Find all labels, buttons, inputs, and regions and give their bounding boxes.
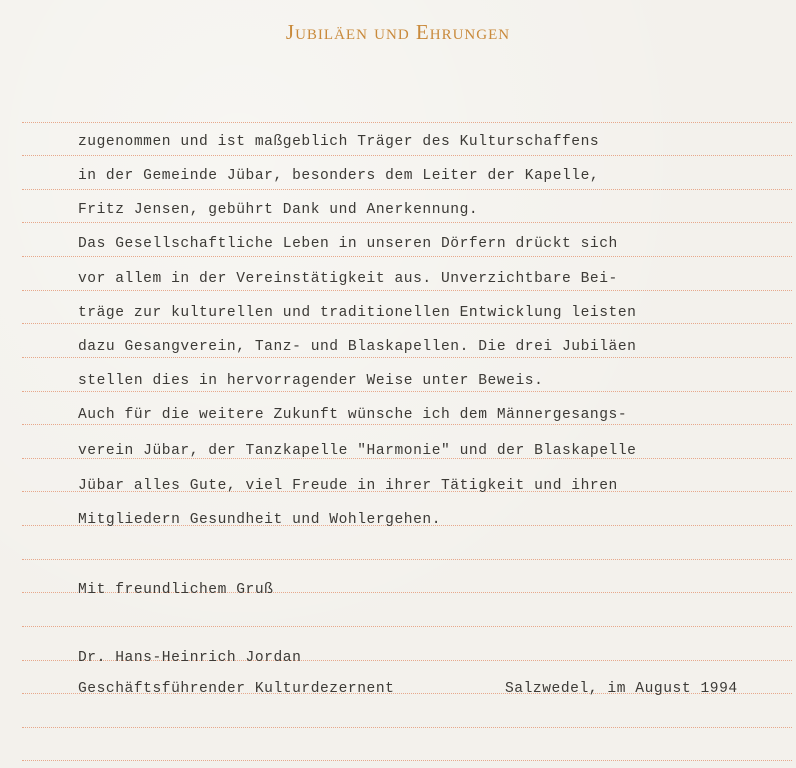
body-text-line: dazu Gesangverein, Tanz- und Blaskapellen. Die drei Jubiläen [78,339,637,355]
ruled-line [22,189,792,190]
body-text-line: zugenommen und ist maßgeblich Träger des Kulturschaffens [78,134,600,150]
ruled-line [22,290,792,291]
signatory-name: Dr. Hans-Heinrich Jordan [78,650,302,666]
body-text-line: Auch für die weitere Zukunft wünsche ich dem Männergesangs- [78,407,628,423]
body-text-line: Mitgliedern Gesundheit und Wohlergehen. [78,512,441,528]
ruled-line [22,391,792,392]
signatory-position: Geschäftsführender Kulturdezernent [78,681,395,697]
body-text-line: vor allem in der Vereinstätigkeit aus. Unverzichtbare Bei- [78,271,618,287]
ruled-line [22,727,792,728]
ruled-line [22,424,792,425]
ruled-line [22,626,792,627]
ruled-line [22,256,792,257]
body-text-line: in der Gemeinde Jübar, besonders dem Leiter der Kapelle, [78,168,600,184]
ruled-line [22,122,792,123]
ruled-line [22,155,792,156]
page-title: Jubiläen und Ehrungen [285,20,511,44]
closing-greeting: Mit freundlichem Gruß [78,582,274,598]
body-text-line: verein Jübar, der Tanzkapelle "Harmonie" und der Blaskapelle [78,443,637,459]
ruled-line [22,559,792,560]
place-and-date: Salzwedel, im August 1994 [505,681,738,697]
ruled-line [22,357,792,358]
ruled-line [22,222,792,223]
body-text-line: Fritz Jensen, gebührt Dank und Anerkennung. [78,202,479,218]
ruled-line [22,760,792,761]
body-text-line: träge zur kulturellen und traditionellen Entwicklung leisten [78,305,637,321]
body-text-line: Das Gesellschaftliche Leben in unseren Dörfern drückt sich [78,236,618,252]
body-text-line: Jübar alles Gute, viel Freude in ihrer Tätigkeit und ihren [78,478,618,494]
ruled-line [22,323,792,324]
body-text-line: stellen dies in hervorragender Weise unter Beweis. [78,373,544,389]
